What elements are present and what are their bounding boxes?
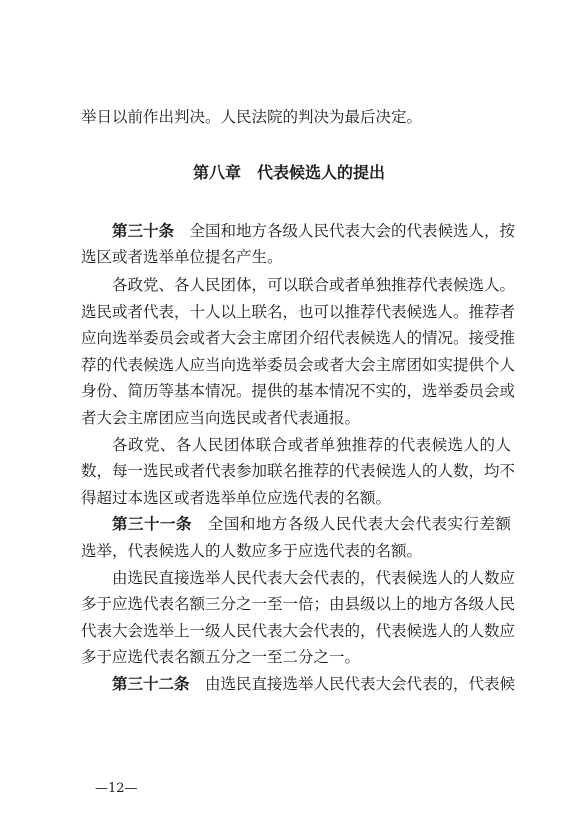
article-30-para-3-line-2: 数，每一选民或者代表参加联名推荐的代表候选人的人数，均不 [81,462,516,480]
article-31-label: 第三十一条 [112,514,192,533]
article-31-para-2-line-2: 多于应选代表名额三分之一至一倍；由县级以上的地方各级人民 [81,595,516,613]
article-30-para-2-line-1: 各政党、各人民团体，可以联合或者单独推荐代表候选人。 [112,276,516,294]
article-31-para-2-line-1: 由选民直接选举人民代表大会代表的，代表候选人的人数应 [112,569,516,587]
article-32-label: 第三十二条 [112,674,190,693]
article-30-label: 第三十条 [112,221,175,240]
article-31-text: 全国和地方各级人民代表大会代表实行差额 [207,515,511,533]
article-30-para-2-line-2: 选民或者代表，十人以上联名，也可以推荐代表候选人。推荐者 [81,303,516,321]
article-30-para-2-line-5: 身份、简历等基本情况。提供的基本情况不实的，选举委员会或 [81,382,516,400]
article-32-text: 由选民直接选举人民代表大会代表的，代表候 [205,675,516,693]
article-30-text: 全国和地方各级人民代表大会的代表候选人，按 [189,222,516,240]
article-30-para-2-line-6: 者大会主席团应当向选民或者代表通报。 [81,409,361,427]
page-number: —12— [95,781,138,796]
article-31-line-2: 选举，代表候选人的人数应多于应选代表的名额。 [81,542,423,560]
article-32-line-1 [112,674,516,694]
article-30-line-2: 选区或者选举单位提名产生。 [81,248,283,266]
previous-paragraph-tail: 举日以前作出判决。人民法院的判决为最后决定。 [81,108,423,126]
article-31-para-2-line-3: 代表大会选举上一级人民代表大会代表的，代表候选人的人数应 [81,622,516,640]
article-30-para-2-line-4: 荐的代表候选人应当向选举委员会或者大会主席团如实提供个人 [81,356,516,374]
article-30-para-2-line-3: 应向选举委员会或者大会主席团介绍代表候选人的情况。接受推 [81,329,516,347]
article-31-para-2-line-4: 多于应选代表名额五分之一至二分之一。 [81,648,361,666]
article-31-line-1 [112,514,511,534]
article-30-line-1 [112,221,516,241]
article-30-para-3-line-3: 得超过本选区或者选举单位应选代表的名额。 [81,489,392,507]
article-30-para-3-line-1: 各政党、各人民团体联合或者单独推荐的代表候选人的人 [112,436,511,454]
chapter-heading: 第八章 代表候选人的提出 [192,163,385,182]
